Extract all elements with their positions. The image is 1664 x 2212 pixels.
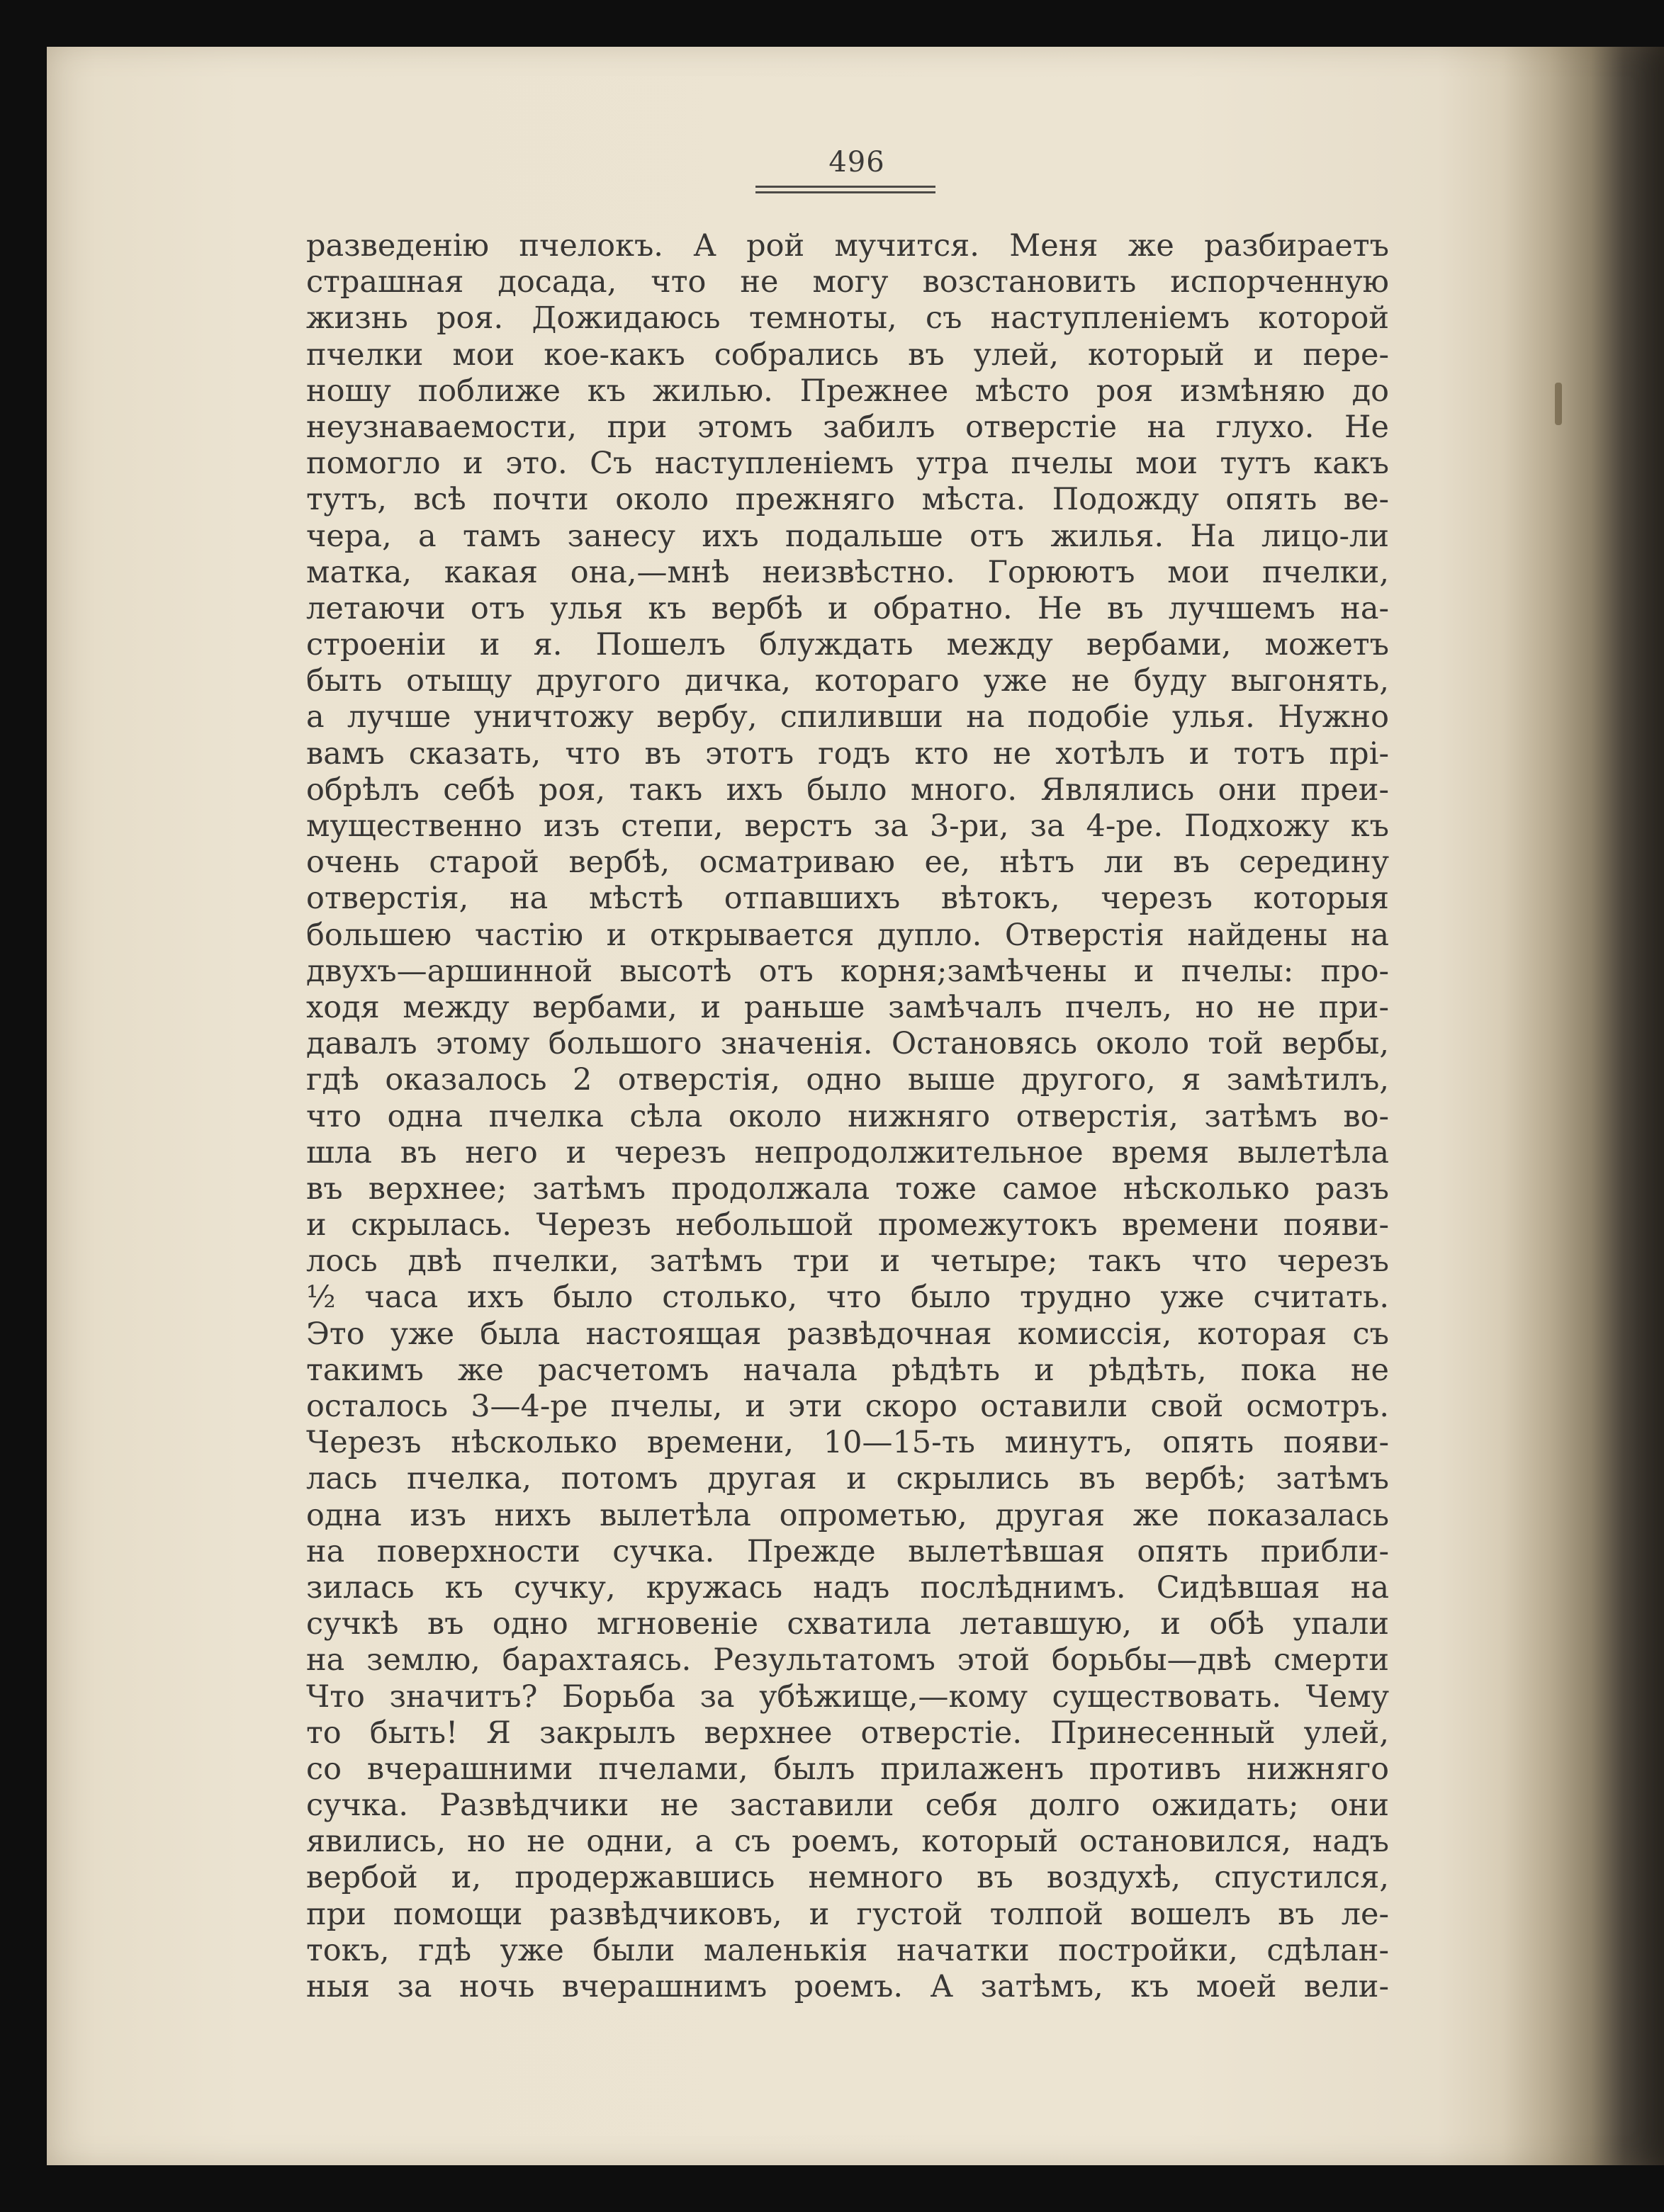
text-line: токъ, гдѣ уже были маленькія начатки постройки, сдѣлан- (306, 1932, 1389, 1968)
text-line: ношу поближе къ жилью. Прежнее мѣсто роя измѣняю до (306, 373, 1389, 409)
header-rule-top (755, 186, 935, 188)
text-line: жизнь роя. Дожидаюсь темноты, съ наступленіемъ которой (306, 300, 1389, 337)
text-line: такимъ же расчетомъ начала рѣдѣть и рѣдѣть, пока не (306, 1352, 1389, 1388)
text-line: осталось 3—4-ре пчелы, и эти скоро оставили свой осмотръ. (306, 1389, 1389, 1424)
text-line: страшная досада, что не могу возстановить испорченную (306, 264, 1389, 300)
text-line: летаючи отъ улья къ вербѣ и обратно. Не въ лучшемъ на- (306, 590, 1389, 626)
text-line: Что значитъ? Борьба за убѣжище,—кому существовать. Чему (306, 1678, 1389, 1715)
text-line: на поверхности сучка. Прежде вылетѣвшая опять прибли- (306, 1533, 1389, 1569)
text-line: ½ часа ихъ было столько, что было трудно уже считать. (306, 1280, 1389, 1316)
text-line: отверстія, на мѣстѣ отпавшихъ вѣтокъ, черезъ которыя (306, 881, 1389, 917)
text-line: помогло и это. Съ наступленіемъ утра пчелы мои тутъ какъ (306, 446, 1389, 482)
text-line: давалъ этому большого значенія. Остановясь около той вербы, (306, 1026, 1389, 1062)
text-line: вамъ сказать, что въ этотъ годъ кто не хотѣлъ и тотъ прі- (306, 735, 1389, 772)
text-line: очень старой вербѣ, осматриваю ее, нѣтъ ли въ середину (306, 845, 1389, 881)
text-line: вербой и, продержавшись немного въ воздухѣ, спустился, (306, 1860, 1389, 1896)
text-line: обрѣлъ себѣ роя, такъ ихъ было много. Являлись они преи- (306, 772, 1389, 808)
text-line: сучкѣ въ одно мгновеніе схватила летавшую, и обѣ упали (306, 1606, 1389, 1642)
text-line: лось двѣ пчелки, затѣмъ три и четыре; такъ что черезъ (306, 1243, 1389, 1280)
text-line: зилась къ сучку, кружась надъ послѣднимъ. Сидѣвшая на (306, 1569, 1389, 1606)
text-line: мущественно изъ степи, верстъ за 3-ри, за 4-ре. Подхожу къ (306, 808, 1389, 844)
text-line: ныя за ночь вчерашнимъ роемъ. А затѣмъ, къ моей вели- (306, 1969, 1389, 2004)
text-line: при помощи развѣдчиковъ, и густой толпой вошелъ въ ле- (306, 1896, 1389, 1932)
text-line: шла въ него и черезъ непродолжительное время вылетѣла (306, 1134, 1389, 1170)
text-line: сучка. Развѣдчики не заставили себя долго ожидать; они (306, 1788, 1389, 1824)
page-number: 496 (828, 146, 885, 179)
text-line: въ верхнее; затѣмъ продолжала тоже самое нѣсколько разъ (306, 1170, 1389, 1207)
text-line: и скрылась. Черезъ небольшой промежутокъ времени появи- (306, 1207, 1389, 1243)
text-line: Черезъ нѣсколько времени, 10—15-ть минутъ, опять появи- (306, 1425, 1389, 1461)
body-text (306, 228, 1389, 2005)
text-line: разведенію пчелокъ. А рой мучится. Меня же разбираетъ (306, 228, 1389, 264)
text-line: на землю, барахтаясь. Результатомъ этой борьбы—двѣ смерти (306, 1642, 1389, 1678)
text-line: тутъ, всѣ почти около прежняго мѣста. Подожду опять ве- (306, 482, 1389, 518)
margin-mark (1555, 383, 1562, 425)
text-line: со вчерашними пчелами, былъ прилаженъ противъ нижняго (306, 1751, 1389, 1787)
text-line: гдѣ оказалось 2 отверстія, одно выше другого, я замѣтилъ, (306, 1062, 1389, 1098)
header-rule-bottom (755, 191, 935, 193)
text-line: то быть! Я закрылъ верхнее отверстіе. Принесенный улей, (306, 1715, 1389, 1751)
text-line: Это уже была настоящая развѣдочная комиссія, которая съ (306, 1316, 1389, 1352)
text-line: строеніи и я. Пошелъ блуждать между вербами, можетъ (306, 627, 1389, 663)
text-line: матка, какая она,—мнѣ неизвѣстно. Горюютъ мои пчелки, (306, 554, 1389, 590)
text-line: явились, но не одни, а съ роемъ, который остановился, надъ (306, 1824, 1389, 1860)
text-line: быть отыщу другого дичка, котораго уже не буду выгонять, (306, 663, 1389, 699)
text-line: чера, а тамъ занесу ихъ подальше отъ жилья. На лицо-ли (306, 518, 1389, 554)
text-line: ходя между вербами, и раньше замѣчалъ пчелъ, но не при- (306, 989, 1389, 1025)
text-line: большею частію и открывается дупло. Отверстія найдены на (306, 917, 1389, 953)
text-line: одна изъ нихъ вылетѣла опрометью, другая же показалась (306, 1497, 1389, 1533)
text-line: двухъ—аршинной высотѣ отъ корня;замѣчены и пчелы: про- (306, 953, 1389, 989)
text-line: что одна пчелка сѣла около нижняго отверстія, затѣмъ во- (306, 1098, 1389, 1134)
text-line: пчелки мои кое-какъ собрались въ улей, который и пере- (306, 337, 1389, 373)
text-line: неузнаваемости, при этомъ забилъ отверстіе на глухо. Не (306, 409, 1389, 445)
text-line: а лучше уничтожу вербу, спиливши на подобіе улья. Нужно (306, 699, 1389, 735)
text-line: лась пчелка, потомъ другая и скрылись въ вербѣ; затѣмъ (306, 1461, 1389, 1497)
